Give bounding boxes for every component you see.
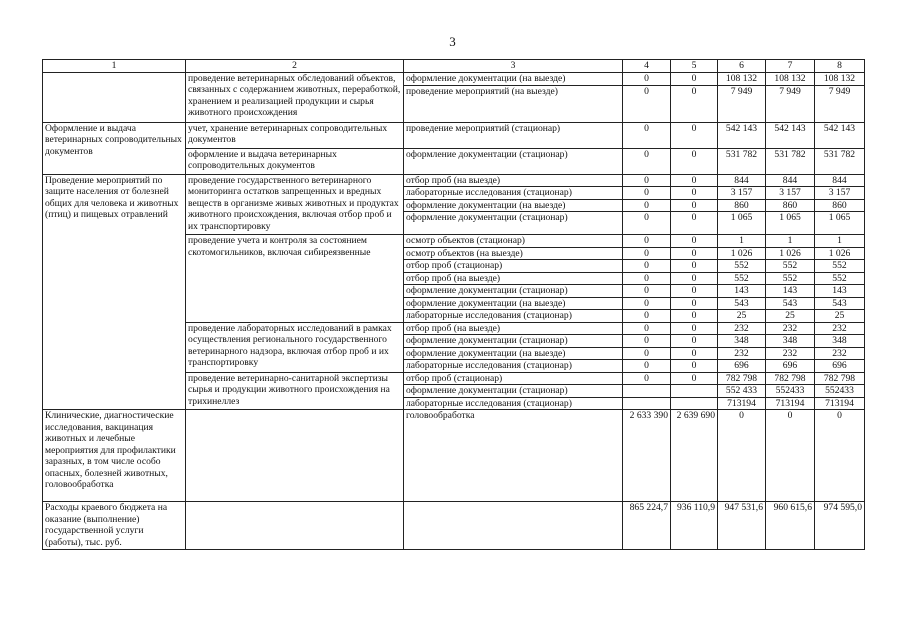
activity-cell: лабораторные исследования (стационар) bbox=[404, 360, 623, 373]
header-cell: 4 bbox=[623, 60, 671, 73]
header-cell: 3 bbox=[404, 60, 623, 73]
value-cell: 1 bbox=[718, 235, 766, 248]
value-cell: 782 798 bbox=[766, 372, 815, 385]
value-cell: 348 bbox=[718, 335, 766, 348]
activity-cell: отбор проб (на выезде) bbox=[404, 174, 623, 187]
value-cell: 844 bbox=[718, 174, 766, 187]
value-cell: 552 433 bbox=[718, 385, 766, 398]
value-cell: 552 bbox=[766, 260, 815, 273]
table-row bbox=[43, 502, 865, 550]
value-cell: 0 bbox=[671, 235, 718, 248]
value-cell: 0 bbox=[623, 199, 671, 212]
total-value-cell: 960 615,6 bbox=[766, 502, 815, 550]
value-cell: 143 bbox=[718, 285, 766, 298]
value-cell: 0 bbox=[623, 174, 671, 187]
value-cell: 860 bbox=[815, 199, 865, 212]
value-cell: 1 065 bbox=[718, 212, 766, 235]
service-name-cell: Клинические, диагностические исследования, вакцинация животных и лечебные мероприятия для профилактики заразных, в том числе особо опасных, болезней животных, головообработка bbox=[43, 410, 186, 502]
work-description-cell: проведение учета и контроля за состоянием скотомогильников, включая сибиреязвенные bbox=[186, 235, 404, 323]
activity-cell: оформление документации (на выезде) bbox=[404, 199, 623, 212]
activity-cell: головообработка bbox=[404, 410, 623, 502]
value-cell: 232 bbox=[718, 322, 766, 335]
work-description-cell: проведение ветеринарных обследований объектов, связанных с содержанием животных, переработкой, хранением и реализацией продукции и сырья животного происхождения bbox=[186, 72, 404, 122]
value-cell: 2 639 690 bbox=[671, 410, 718, 502]
value-cell bbox=[671, 385, 718, 398]
value-cell: 7 949 bbox=[718, 85, 766, 122]
value-cell: 552 bbox=[815, 260, 865, 273]
activity-cell: лабораторные исследования (стационар) bbox=[404, 397, 623, 410]
work-description-cell: оформление и выдача ветеринарных сопроводительных документов bbox=[186, 148, 404, 174]
activity-cell: оформление документации (стационар) bbox=[404, 212, 623, 235]
value-cell: 108 132 bbox=[766, 72, 815, 85]
value-cell: 25 bbox=[815, 310, 865, 323]
value-cell: 552 bbox=[718, 260, 766, 273]
activity-cell: оформление документации (на выезде) bbox=[404, 297, 623, 310]
header-cell: 2 bbox=[186, 60, 404, 73]
value-cell: 0 bbox=[671, 199, 718, 212]
value-cell: 0 bbox=[671, 122, 718, 148]
value-cell: 0 bbox=[718, 410, 766, 502]
value-cell: 0 bbox=[671, 85, 718, 122]
value-cell: 1 026 bbox=[815, 247, 865, 260]
activity-cell: осмотр объектов (стационар) bbox=[404, 235, 623, 248]
value-cell: 860 bbox=[766, 199, 815, 212]
value-cell: 0 bbox=[671, 310, 718, 323]
work-description-cell bbox=[186, 410, 404, 502]
service-name-cell: Расходы краевого бюджета на оказание (выполнение) государственной услуги (работы), тыс. руб. bbox=[43, 502, 186, 550]
value-cell bbox=[623, 385, 671, 398]
activity-cell: отбор проб (на выезде) bbox=[404, 272, 623, 285]
activity-cell: оформление документации (стационар) bbox=[404, 148, 623, 174]
value-cell: 782 798 bbox=[815, 372, 865, 385]
value-cell: 0 bbox=[671, 272, 718, 285]
work-description-cell bbox=[186, 502, 404, 550]
service-name-cell bbox=[43, 72, 186, 122]
value-cell: 860 bbox=[718, 199, 766, 212]
value-cell: 531 782 bbox=[815, 148, 865, 174]
value-cell: 0 bbox=[623, 335, 671, 348]
value-cell: 0 bbox=[623, 372, 671, 385]
work-description-cell: проведение ветеринарно-санитарной экспертизы сырья и продукции животного происхождения на трихинеллез bbox=[186, 372, 404, 410]
value-cell: 543 bbox=[718, 297, 766, 310]
value-cell: 0 bbox=[623, 148, 671, 174]
service-name-cell: Оформление и выдача ветеринарных сопроводительных документов bbox=[43, 122, 186, 174]
value-cell: 713194 bbox=[766, 397, 815, 410]
value-cell: 0 bbox=[623, 187, 671, 200]
value-cell: 7 949 bbox=[766, 85, 815, 122]
activity-cell: проведение мероприятий (стационар) bbox=[404, 122, 623, 148]
activity-cell: оформление документации (стационар) bbox=[404, 335, 623, 348]
header-cell: 6 bbox=[718, 60, 766, 73]
total-value-cell: 936 110,9 bbox=[671, 502, 718, 550]
value-cell: 232 bbox=[718, 347, 766, 360]
total-value-cell: 947 531,6 bbox=[718, 502, 766, 550]
activity-cell: отбор проб (на выезде) bbox=[404, 322, 623, 335]
value-cell: 0 bbox=[671, 372, 718, 385]
activity-cell: оформление документации (на выезде) bbox=[404, 347, 623, 360]
value-cell: 782 798 bbox=[718, 372, 766, 385]
value-cell: 0 bbox=[623, 260, 671, 273]
page-number: 3 bbox=[449, 34, 456, 49]
value-cell: 552 bbox=[815, 272, 865, 285]
value-cell: 0 bbox=[623, 360, 671, 373]
value-cell: 0 bbox=[671, 347, 718, 360]
value-cell: 1 026 bbox=[718, 247, 766, 260]
activity-cell: осмотр объектов (на выезде) bbox=[404, 247, 623, 260]
value-cell: 1 065 bbox=[766, 212, 815, 235]
value-cell: 108 132 bbox=[718, 72, 766, 85]
value-cell: 0 bbox=[623, 285, 671, 298]
value-cell: 25 bbox=[718, 310, 766, 323]
value-cell: 0 bbox=[623, 310, 671, 323]
value-cell: 0 bbox=[623, 247, 671, 260]
value-cell: 552 bbox=[766, 272, 815, 285]
value-cell: 1 065 bbox=[815, 212, 865, 235]
value-cell: 232 bbox=[815, 322, 865, 335]
value-cell: 0 bbox=[671, 360, 718, 373]
value-cell: 232 bbox=[815, 347, 865, 360]
activity-cell: оформление документации (стационар) bbox=[404, 385, 623, 398]
value-cell: 3 157 bbox=[815, 187, 865, 200]
value-cell: 542 143 bbox=[718, 122, 766, 148]
activity-cell: отбор проб (стационар) bbox=[404, 260, 623, 273]
value-cell: 844 bbox=[766, 174, 815, 187]
total-value-cell: 974 595,0 bbox=[815, 502, 865, 550]
value-cell: 542 143 bbox=[815, 122, 865, 148]
work-description-cell: учет, хранение ветеринарных сопроводительных документов bbox=[186, 122, 404, 148]
value-cell: 25 bbox=[766, 310, 815, 323]
value-cell: 0 bbox=[623, 297, 671, 310]
value-cell: 143 bbox=[815, 285, 865, 298]
header-cell: 1 bbox=[43, 60, 186, 73]
value-cell: 0 bbox=[671, 260, 718, 273]
value-cell: 1 bbox=[815, 235, 865, 248]
value-cell: 1 026 bbox=[766, 247, 815, 260]
value-cell: 713194 bbox=[718, 397, 766, 410]
value-cell: 0 bbox=[671, 335, 718, 348]
total-value-cell: 865 224,7 bbox=[623, 502, 671, 550]
value-cell: 713194 bbox=[815, 397, 865, 410]
table-row bbox=[43, 72, 865, 85]
header-row bbox=[43, 60, 865, 73]
activity-cell: лабораторные исследования (стационар) bbox=[404, 187, 623, 200]
activity-cell: отбор проб (стационар) bbox=[404, 372, 623, 385]
value-cell: 844 bbox=[815, 174, 865, 187]
activity-cell bbox=[404, 502, 623, 550]
value-cell: 0 bbox=[671, 72, 718, 85]
value-cell: 7 949 bbox=[815, 85, 865, 122]
value-cell: 0 bbox=[671, 148, 718, 174]
value-cell: 232 bbox=[766, 347, 815, 360]
value-cell: 0 bbox=[623, 347, 671, 360]
activity-cell: оформление документации (стационар) bbox=[404, 285, 623, 298]
value-cell: 2 633 390 bbox=[623, 410, 671, 502]
value-cell: 0 bbox=[623, 212, 671, 235]
value-cell: 543 bbox=[766, 297, 815, 310]
value-cell: 0 bbox=[623, 322, 671, 335]
value-cell: 543 bbox=[815, 297, 865, 310]
activity-cell: лабораторные исследования (стационар) bbox=[404, 310, 623, 323]
value-cell: 0 bbox=[671, 212, 718, 235]
value-cell: 542 143 bbox=[766, 122, 815, 148]
value-cell: 3 157 bbox=[718, 187, 766, 200]
value-cell: 0 bbox=[623, 235, 671, 248]
value-cell: 0 bbox=[766, 410, 815, 502]
value-cell: 3 157 bbox=[766, 187, 815, 200]
value-cell: 0 bbox=[623, 72, 671, 85]
value-cell: 0 bbox=[623, 85, 671, 122]
value-cell: 0 bbox=[671, 247, 718, 260]
services-table bbox=[42, 59, 865, 550]
value-cell: 552433 bbox=[766, 385, 815, 398]
table-row bbox=[43, 122, 865, 148]
table-row bbox=[43, 410, 865, 502]
value-cell: 531 782 bbox=[766, 148, 815, 174]
value-cell: 0 bbox=[671, 322, 718, 335]
value-cell: 108 132 bbox=[815, 72, 865, 85]
value-cell: 1 bbox=[766, 235, 815, 248]
value-cell: 0 bbox=[815, 410, 865, 502]
header-cell: 7 bbox=[766, 60, 815, 73]
header-cell: 8 bbox=[815, 60, 865, 73]
activity-cell: оформление документации (на выезде) bbox=[404, 72, 623, 85]
value-cell: 348 bbox=[766, 335, 815, 348]
value-cell: 143 bbox=[766, 285, 815, 298]
value-cell: 232 bbox=[766, 322, 815, 335]
value-cell: 348 bbox=[815, 335, 865, 348]
value-cell: 0 bbox=[671, 297, 718, 310]
value-cell: 0 bbox=[671, 187, 718, 200]
work-description-cell: проведение государственного ветеринарного мониторинга остатков запрещенных и вредных веществ в организме живых животных и продуктах животного происхождения, включая отбор проб и их транспортировку bbox=[186, 174, 404, 235]
value-cell: 696 bbox=[766, 360, 815, 373]
service-name-cell: Проведение мероприятий по защите населения от болезней общих для человека и животных (птиц) и пищевых отравлений bbox=[43, 174, 186, 410]
header-cell: 5 bbox=[671, 60, 718, 73]
value-cell: 696 bbox=[718, 360, 766, 373]
value-cell: 0 bbox=[623, 122, 671, 148]
value-cell bbox=[671, 397, 718, 410]
table-row bbox=[43, 174, 865, 187]
value-cell: 0 bbox=[671, 174, 718, 187]
activity-cell: проведение мероприятий (на выезде) bbox=[404, 85, 623, 122]
value-cell: 0 bbox=[623, 272, 671, 285]
value-cell: 552 bbox=[718, 272, 766, 285]
value-cell: 531 782 bbox=[718, 148, 766, 174]
value-cell: 696 bbox=[815, 360, 865, 373]
value-cell: 552433 bbox=[815, 385, 865, 398]
value-cell: 0 bbox=[671, 285, 718, 298]
work-description-cell: проведение лабораторных исследований в рамках осуществления регионального государственного ветеринарного надзора, включая отбор проб и их транспортировку bbox=[186, 322, 404, 372]
value-cell bbox=[623, 397, 671, 410]
